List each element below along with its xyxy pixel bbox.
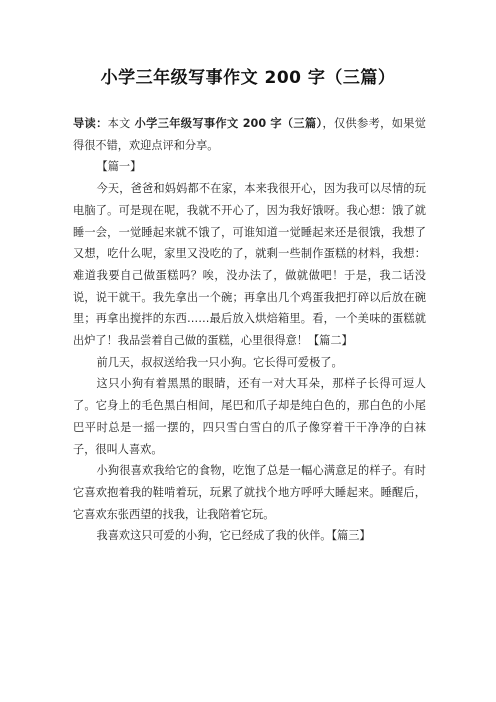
document-title: 小学三年级写事作文 200 字（三篇） xyxy=(100,68,396,88)
intro-after: ，仅供参考，如果觉得很不错，欢迎点评和分享。 xyxy=(73,117,426,152)
section-heading-3: 【篇三】 xyxy=(331,529,371,543)
intro-paragraph xyxy=(73,113,426,156)
section-heading-2: 【篇二】 xyxy=(307,334,353,348)
paragraph-5-text: 我喜欢这只可爱的小狗，它已经成了我的伙伴。 xyxy=(96,529,332,543)
intro-article-name: 小学三年级写事作文 200 字（三篇） xyxy=(134,117,323,130)
intro-label: 导读： xyxy=(73,117,108,130)
document-body xyxy=(73,113,426,547)
paragraph-2: 前几天，叔叔送给我一只小狗。它长得可爱极了。 xyxy=(96,355,343,369)
paragraph-1-text: 今天，爸爸和妈妈都不在家，本来我很开心，因为我可以尽情的玩电脑了。可是现在呢，我就不开心了，因为我好饿呀。我心想：饿了就睡一会，一觉睡起来就不饿了，可谁知道一觉睡起来还是很饿，我想了又想，吃什么呢，家里又没吃的了，就剩一些制作蛋糕的材料，我想：难道我要自己做蛋糕吗？唉，没办法了，做就做吧！于是，我二话没说，说干就干。我先拿出一个碗；再拿出几个鸡蛋我把打碎以后放在碗里；再拿出搅拌的东西……最后放入烘焙箱里。看，一个美味的蛋糕就出炉了！我品尝着自己做的蛋糕，心里很得意！ xyxy=(73,182,426,348)
paragraph-5 xyxy=(73,525,426,547)
paragraph-3: 这只小狗有着黑黑的眼睛，还有一对大耳朵，那样子长得可逗人了。它身上的毛色黑白相间，尾巴和爪子却是纯白色的，那白色的小尾巴平时总是一摇一摆的，四只雪白雪白的爪子像穿着干干净净的白袜子，很叫人喜欢。 xyxy=(73,377,426,456)
intro-before: 本文 xyxy=(107,117,135,130)
paragraph-4: 小狗很喜欢我给它的食物，吃饱了总是一幅心满意足的样子。有时它喜欢抱着我的鞋啃着玩，玩累了就找个地方呼呼大睡起来。睡醒后，它喜欢东张西望的找我，让我陪着它玩。 xyxy=(73,464,426,521)
section-heading-1: 【篇一】 xyxy=(96,160,142,174)
paragraph-1 xyxy=(73,178,426,352)
